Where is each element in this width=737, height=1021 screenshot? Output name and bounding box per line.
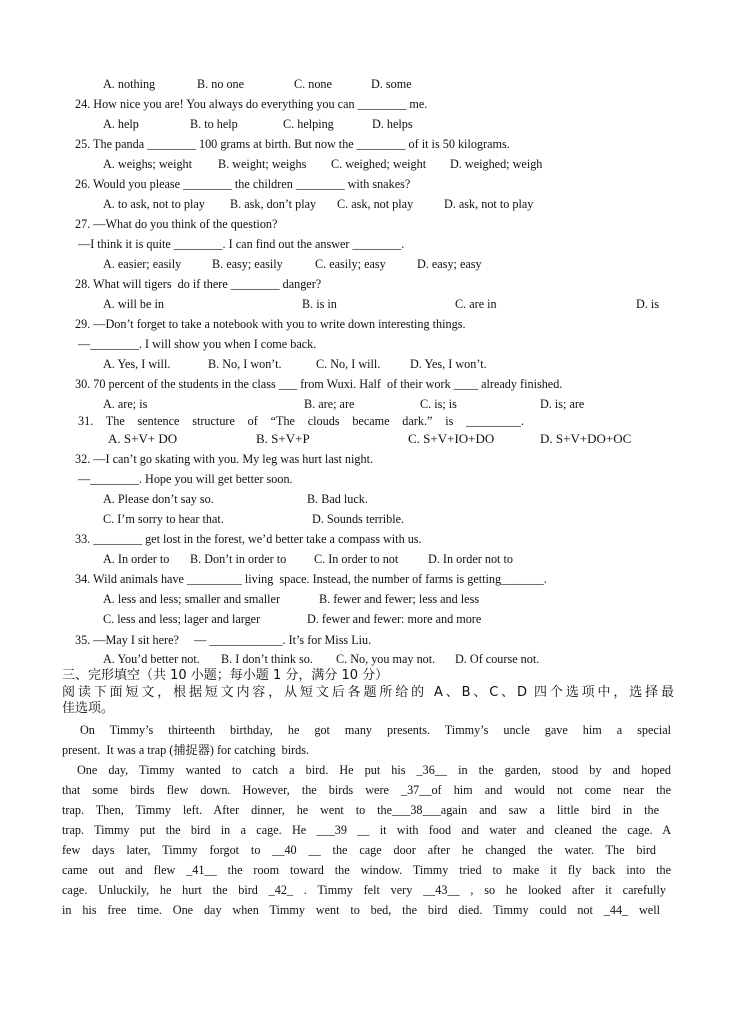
q26-option-a: A. to ask, not to play (103, 197, 205, 211)
q25-option-b: B. weight; weighs (218, 157, 307, 171)
q35-option-b: B. I don’t think so. (221, 652, 313, 666)
passage-line-4: that some birds flew down. However, the birds were _37__of him and would not come near the (62, 783, 671, 797)
q27-option-c: C. easily; easy (315, 257, 386, 271)
passage-line-5: trap. Then, Timmy left. After dinner, he went to the___38___again and saw a little bird in the (62, 803, 659, 817)
q24-option-a: A. help (103, 117, 139, 131)
passage-line-6: trap. Timmy put the bird in a cage. He ___39 __ it with food and water and cleaned the cage. A (62, 823, 671, 837)
q31-option-c: C. S+V+IO+DO (408, 431, 495, 446)
q35-stem: 35. —May I sit here? — ____________. It’s for Miss Liu. (75, 633, 372, 647)
q32-option-d: D. Sounds terrible. (312, 512, 405, 526)
q25-option-a: A. weighs; weight (103, 157, 193, 171)
passage-line-3: One day, Timmy wanted to catch a bird. He put his _36__ in the garden, stood by and hoped (77, 763, 671, 777)
q29-option-d: D. Yes, I won’t. (410, 357, 487, 371)
q23-option-a: A. nothing (103, 77, 156, 91)
q33-option-b: B. Don’t in order to (190, 552, 287, 566)
q34-option-a: A. less and less; smaller and smaller (103, 592, 281, 606)
q24-option-b: B. to help (190, 117, 238, 131)
q30-option-b: B. are; are (304, 397, 355, 411)
q25-option-c: C. weighed; weight (331, 157, 427, 171)
q33-option-a: A. In order to (103, 552, 170, 566)
q24-option-c: C. helping (283, 117, 334, 131)
q26-option-d: D. ask, not to play (444, 197, 534, 211)
q29-option-b: B. No, I won’t. (208, 357, 282, 371)
q33-stem: 33. ________ get lost in the forest, we’d better take a compass with us. (75, 532, 422, 546)
q35-option-a: A. You’d better not. (103, 652, 200, 666)
q30-option-c: C. is; is (420, 397, 457, 411)
q25-stem: 25. The panda ________ 100 grams at birth. But now the ________ of it is 50 kilograms. (75, 137, 510, 151)
passage-line-10: in his free time. One day when Timmy went to bed, the bird died. Timmy could not _44_ well (62, 903, 660, 917)
section-instruction: 阅读下面短文，根据短文内容，从短文后各题所给的 A、B、C、D 四个选项中，选择最 (62, 685, 674, 700)
q29-reply: —________. I will show you when I come back. (78, 337, 317, 351)
q35-option-d: D. Of course not. (455, 652, 540, 666)
q31-option-d: D. S+V+DO+OC (540, 431, 632, 446)
q28-option-b: B. is in (302, 297, 337, 311)
passage-line-8: came out and flew _41__ the room toward the window. Timmy tried to make it fly back into the (62, 863, 671, 877)
q32-reply: —________. Hope you will get better soon. (78, 472, 293, 486)
q23-option-c: C. none (294, 77, 332, 91)
q30-option-a: A. are; is (103, 397, 148, 411)
section-title: 三、完形填空（共 10 小题；每小题 1 分，满分 10 分） (62, 668, 389, 683)
q33-option-c: C. In order to not (314, 552, 399, 566)
q26-option-c: C. ask, not play (337, 197, 414, 211)
q23-option-b: B. no one (197, 77, 245, 91)
q31-option-b: B. S+V+P (256, 431, 310, 446)
q27-option-b: B. easy; easily (212, 257, 283, 271)
q34-option-c: C. less and less; lager and larger (103, 612, 261, 626)
q27-stem: 27. —What do you think of the question? (75, 217, 278, 231)
q32-option-c: C. I’m sorry to hear that. (103, 512, 224, 526)
q35-option-c: C. No, you may not. (336, 652, 436, 666)
q34-option-d: D. fewer and fewer: more and more (307, 612, 482, 626)
q24-stem: 24. How nice you are! You always do everything you can ________ me. (75, 97, 428, 111)
q31-stem: 31. The sentence structure of “The clouds became dark.” is _________. (78, 414, 524, 428)
q30-option-d: D. is; are (540, 397, 585, 411)
passage-line-9: cage. Unluckily, he hurt the bird _42_ . Timmy felt very __43__ , so he looked after it carefully (62, 883, 666, 897)
q23-option-d: D. some (371, 77, 412, 91)
q33-option-d: D. In order not to (428, 552, 513, 566)
passage-line-1: On Timmy’s thirteenth birthday, he got many presents. Timmy’s uncle gave him a special (80, 723, 671, 737)
q28-option-d: D. is (636, 297, 660, 311)
q27-option-a: A. easier; easily (103, 257, 182, 271)
q26-stem: 26. Would you please ________ the children ________ with snakes? (75, 177, 411, 191)
passage-line-7: few days later, Timmy forgot to __40 __ the cage door after he changed the water. The bird (62, 843, 656, 857)
q25-option-d: D. weighed; weigh (450, 157, 543, 171)
q28-option-a: A. will be in (103, 297, 164, 311)
q27-option-d: D. easy; easy (417, 257, 482, 271)
q29-option-a: A. Yes, I will. (103, 357, 171, 371)
q32-option-a: A. Please don’t say so. (103, 492, 214, 506)
q28-option-c: C. are in (455, 297, 497, 311)
q28-stem: 28. What will tigers do if there ________ danger? (75, 277, 322, 291)
q30-stem: 30. 70 percent of the students in the class ___ from Wuxi. Half of their work ____ already finished. (75, 377, 563, 391)
q26-option-b: B. ask, don’t play (230, 197, 317, 211)
q34-stem: 34. Wild animals have _________ living space. Instead, the number of farms is getting_______. (75, 572, 547, 586)
q29-option-c: C. No, I will. (316, 357, 381, 371)
passage-line-2: present. It was a trap (捕捉器) for catching birds. (62, 743, 310, 757)
q29-stem: 29. —Don’t forget to take a notebook with you to write down interesting things. (75, 317, 466, 331)
q24-option-d: D. helps (372, 117, 413, 131)
q27-reply: —I think it is quite ________. I can find out the answer ________. (78, 237, 405, 251)
q32-option-b: B. Bad luck. (307, 492, 368, 506)
q32-stem: 32. —I can’t go skating with you. My leg was hurt last night. (75, 452, 373, 466)
section-instruction-cont: 佳选项。 (62, 701, 115, 716)
q31-option-a: A. S+V+ DO (108, 431, 178, 446)
q34-option-b: B. fewer and fewer; less and less (319, 592, 480, 606)
